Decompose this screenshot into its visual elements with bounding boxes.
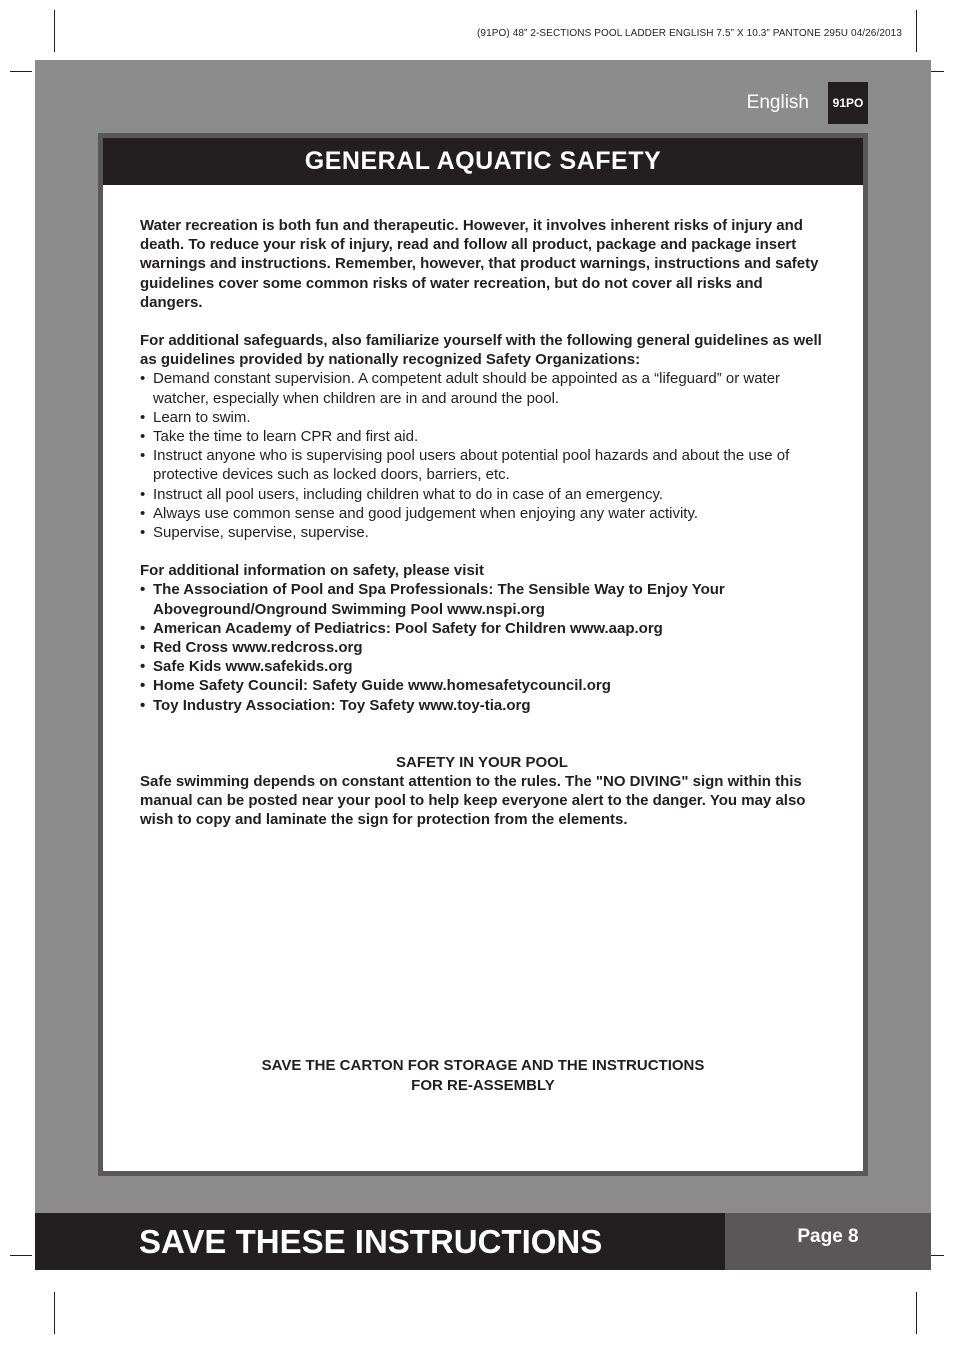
resources-list — [140, 580, 824, 714]
crop-mark — [916, 10, 917, 52]
list-item: • Toy Industry Association: Toy Safety www.toy-tia.org — [140, 696, 824, 715]
safeguards-heading: For additional safeguards, also familiarize yourself with the following general guidelines as well as guidelines provided by nationally recognized Safety Organizations: — [140, 332, 822, 369]
crop-mark — [10, 71, 32, 72]
footer-title: SAVE THESE INSTRUCTIONS — [139, 1222, 603, 1260]
crop-mark — [916, 1292, 917, 1334]
pool-safety-heading: SAFETY IN YOUR POOL — [396, 753, 568, 771]
content-panel — [103, 138, 863, 1171]
section-title: GENERAL AQUATIC SAFETY — [103, 138, 863, 185]
crop-mark — [54, 10, 55, 52]
list-item: • Learn to swim. — [140, 408, 824, 427]
content-box — [98, 133, 868, 1176]
pool-safety-text: Safe swimming depends on constant attention to the rules. The "NO DIVING" sign within this manual can be posted near your pool to help keep everyone alert to the danger. You may also wish to copy and laminate the sign for protection from the elements. — [140, 773, 806, 829]
save-carton-line: SAVE THE CARTON FOR STORAGE AND THE INSTRUCTIONS — [261, 1057, 705, 1074]
crop-mark — [54, 1292, 55, 1334]
save-carton-notice — [103, 1056, 863, 1095]
language-code-badge: 91PO — [828, 82, 868, 124]
list-item: • Instruct anyone who is supervising pool users about potential pool hazards and about the use of protective devices such as locked doors, barriers, etc. — [140, 446, 824, 484]
list-item: • Safe Kids www.safekids.org — [140, 657, 824, 676]
guidelines-list — [140, 369, 824, 542]
list-item: • Always use common sense and good judgement when enjoying any water activity. — [140, 504, 824, 523]
language-label: English — [746, 92, 809, 113]
list-item: • Take the time to learn CPR and first aid. — [140, 427, 824, 446]
page-tab-strip — [725, 1260, 931, 1270]
list-item: • Instruct all pool users, including children what to do in case of an emergency. — [140, 485, 824, 504]
list-item: • American Academy of Pediatrics: Pool Safety for Children www.aap.org — [140, 619, 824, 638]
list-item: • The Association of Pool and Spa Professionals: The Sensible Way to Enjoy Your Aboveground/Onground Swimming Pool www.nspi.org — [140, 580, 824, 618]
safety-text — [140, 216, 824, 830]
info-heading: For additional information on safety, please visit — [140, 562, 484, 580]
list-item: • Home Safety Council: Safety Guide www.homesafetycouncil.org — [140, 676, 824, 695]
intro-paragraph: Water recreation is both fun and therapeutic. However, it involves inherent risks of injury and death. To reduce your risk of injury, read and follow all product, package and package insert warnings and instructions. Remember, however, that product warnings, instructions and safety guidelines cover some common risks of water recreation, but do not cover all risks and dangers. — [140, 217, 819, 311]
footer-bar — [35, 1213, 725, 1270]
crop-mark — [10, 1255, 32, 1256]
list-item: • Demand constant supervision. A competent adult should be appointed as a “lifeguard” or water watcher, especially when children are in and around the pool. — [140, 369, 824, 407]
save-carton-line: FOR RE-ASSEMBLY — [411, 1076, 555, 1094]
list-item: • Supervise, supervise, supervise. — [140, 523, 824, 542]
page-number: Page 8 — [725, 1213, 931, 1260]
list-item: • Red Cross www.redcross.org — [140, 638, 824, 657]
print-info: (91PO) 48” 2-SECTIONS POOL LADDER ENGLISH 7.5” X 10.3” PANTONE 295U 04/26/2013 — [476, 28, 902, 39]
